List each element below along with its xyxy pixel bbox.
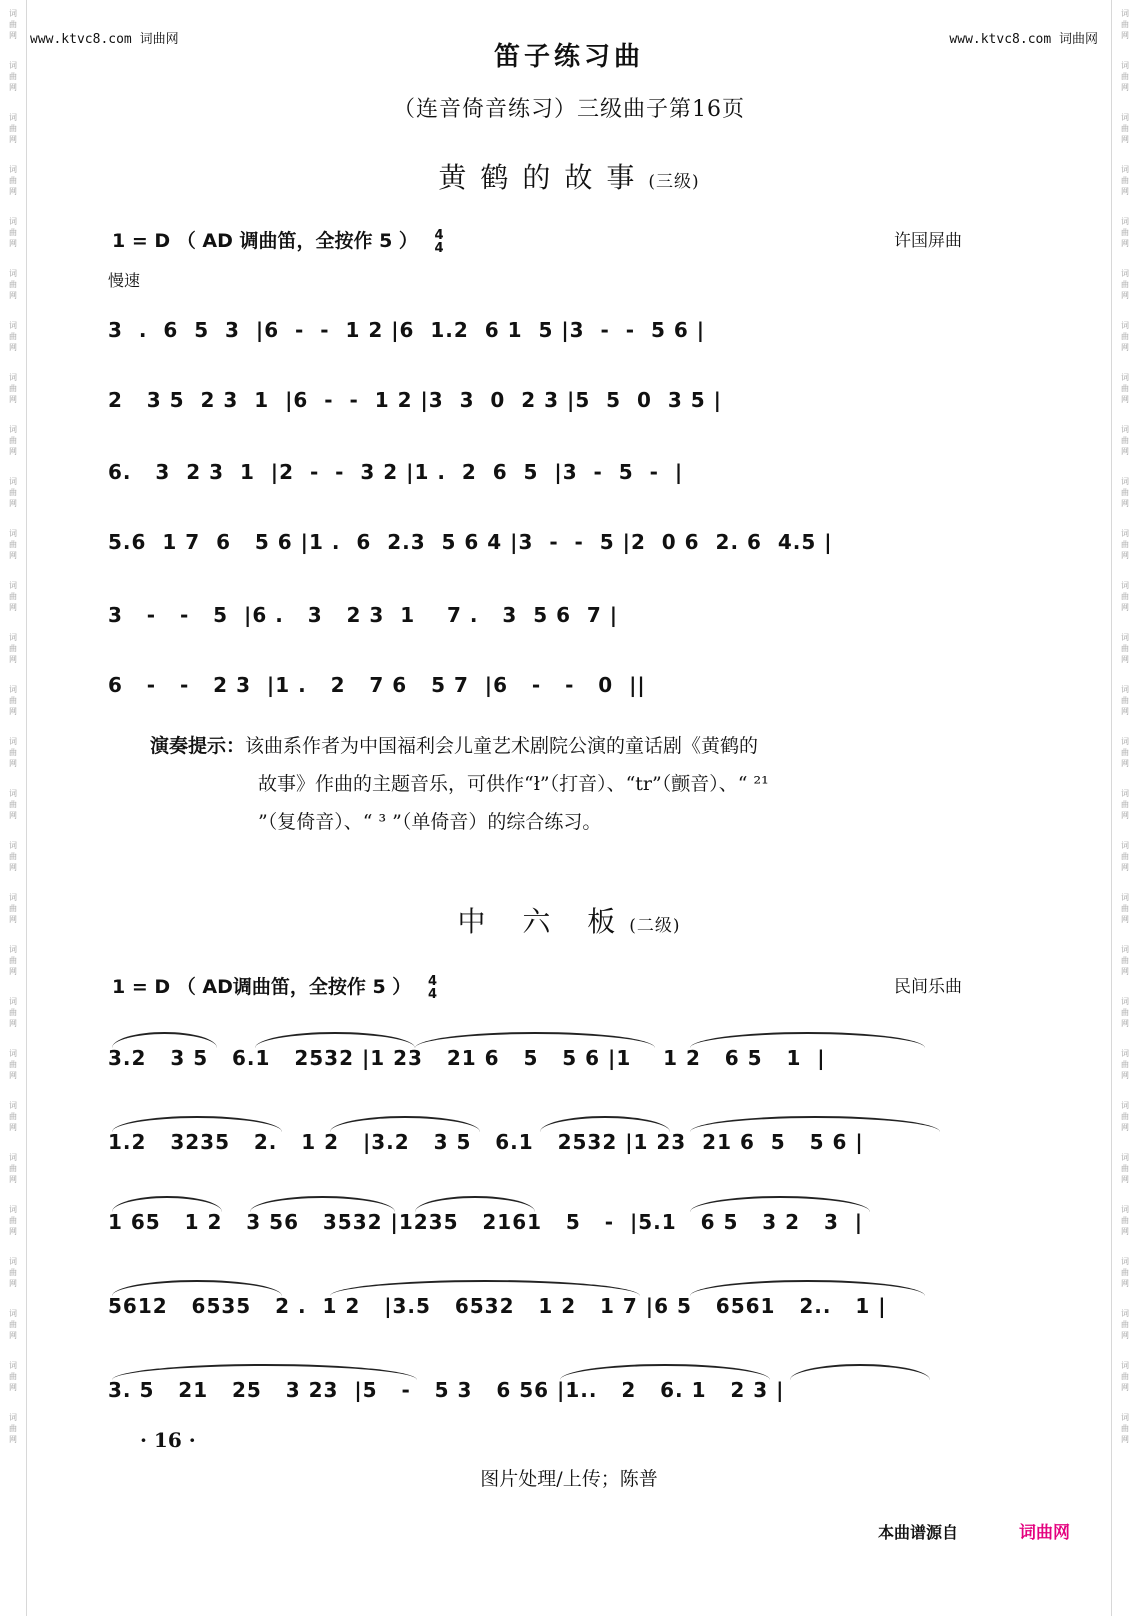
side-watermark-char: 曲 xyxy=(9,1320,17,1329)
side-watermark-mark xyxy=(1121,788,1129,821)
side-watermark-char: 词 xyxy=(9,1049,17,1058)
side-watermark-char: 曲 xyxy=(1121,1424,1129,1433)
side-watermark-char: 曲 xyxy=(1121,1268,1129,1277)
song-1-row: 5.6 1 7 6 5 6 |1 . 6 2.3 5 6 4 |3 - - 5 |2 0 6 2. 6 4.5 | xyxy=(108,530,833,554)
side-watermark-char: 网 xyxy=(1121,811,1129,820)
side-watermark-char: 网 xyxy=(1121,603,1129,612)
side-watermark-char: 词 xyxy=(1121,269,1129,278)
side-watermark-char: 词 xyxy=(1121,1309,1129,1318)
side-watermark-char: 曲 xyxy=(1121,72,1129,81)
side-watermark-char: 词 xyxy=(1121,9,1129,18)
side-watermark-char: 词 xyxy=(1121,633,1129,642)
side-watermark-char: 曲 xyxy=(9,384,17,393)
side-watermark-char: 词 xyxy=(1121,321,1129,330)
side-watermark-char: 词 xyxy=(9,737,17,746)
side-watermark-mark xyxy=(9,372,17,405)
side-watermark-char: 词 xyxy=(9,9,17,18)
side-watermark-char: 网 xyxy=(9,603,17,612)
side-watermark-char: 曲 xyxy=(1121,1320,1129,1329)
side-watermark-char: 网 xyxy=(9,967,17,976)
side-watermark-char: 网 xyxy=(1121,1227,1129,1236)
side-watermark-mark xyxy=(1121,1048,1129,1081)
song-2-level: (二级) xyxy=(629,916,681,936)
side-watermark-char: 曲 xyxy=(1121,956,1129,965)
side-watermark-char: 网 xyxy=(1121,1123,1129,1132)
side-watermark-char: 词 xyxy=(9,321,17,330)
side-watermark-mark xyxy=(9,1152,17,1185)
side-watermark-char: 网 xyxy=(1121,967,1129,976)
song-1-row: 3 - - 5 |6 . 3 2 3 1 7 . 3 5 6 7 | xyxy=(108,603,619,627)
side-watermark-char: 网 xyxy=(1121,1175,1129,1184)
side-watermark-char: 词 xyxy=(9,1361,17,1370)
side-watermark-char: 网 xyxy=(9,1071,17,1080)
side-watermark-char: 曲 xyxy=(1121,1164,1129,1173)
side-watermark-mark xyxy=(9,1360,17,1393)
side-watermark-char: 曲 xyxy=(9,280,17,289)
side-watermark-char: 曲 xyxy=(1121,1060,1129,1069)
side-watermark-char: 词 xyxy=(9,425,17,434)
side-watermark-char: 词 xyxy=(1121,841,1129,850)
side-watermark-char: 曲 xyxy=(1121,748,1129,757)
side-watermark-mark xyxy=(1121,476,1129,509)
side-watermark-char: 网 xyxy=(1121,759,1129,768)
side-watermark-char: 曲 xyxy=(9,592,17,601)
upload-credit: 图片处理/上传；陈普 xyxy=(480,1468,658,1490)
page-subtitle: （连音倚音练习）三级曲子第16页 xyxy=(393,97,745,122)
performance-tips-body xyxy=(150,727,770,841)
side-watermark-char: 词 xyxy=(9,945,17,954)
side-watermark-char: 词 xyxy=(1121,529,1129,538)
side-watermark-char: 词 xyxy=(9,477,17,486)
side-watermark-mark xyxy=(9,684,17,717)
side-watermark-char: 词 xyxy=(9,1205,17,1214)
side-watermark-mark xyxy=(1121,1100,1129,1133)
side-watermark-char: 曲 xyxy=(1121,1112,1129,1121)
side-watermark-char: 网 xyxy=(1121,31,1129,40)
side-watermark-mark xyxy=(1121,268,1129,301)
side-watermark-mark xyxy=(9,1100,17,1133)
side-watermark-char: 曲 xyxy=(9,1268,17,1277)
side-watermark-char: 网 xyxy=(1121,655,1129,664)
side-watermark-char: 网 xyxy=(9,915,17,924)
side-watermark-mark xyxy=(1121,580,1129,613)
side-watermark-char: 曲 xyxy=(1121,20,1129,29)
song-1-row: 3 . 6 5 3 |6 - - 1 2 |6 1.2 6 1 5 |3 - - 5 6 | xyxy=(108,318,706,342)
side-watermark-char: 曲 xyxy=(1121,904,1129,913)
side-watermark-char: 曲 xyxy=(9,800,17,809)
side-watermark-char: 网 xyxy=(9,1227,17,1236)
side-watermark-char: 词 xyxy=(9,581,17,590)
side-watermark-char: 网 xyxy=(1121,1331,1129,1340)
side-watermark-char: 曲 xyxy=(1121,436,1129,445)
side-watermark-char: 词 xyxy=(1121,997,1129,1006)
side-watermark-char: 词 xyxy=(9,1153,17,1162)
side-watermark-char: 词 xyxy=(9,1309,17,1318)
side-watermark-char: 网 xyxy=(9,1331,17,1340)
side-watermark-char: 曲 xyxy=(9,72,17,81)
song-1-row: 6. 3 2 3 1 |2 - - 3 2 |1 . 2 6 5 |3 - 5 - | xyxy=(108,460,684,484)
side-watermark-mark xyxy=(1121,1256,1129,1289)
song-2-meter-top: 4 xyxy=(427,973,437,989)
song-2-key-text: 1 = D （ AD调曲笛，全按作 5 ） xyxy=(112,976,412,998)
side-watermark-char: 网 xyxy=(9,1123,17,1132)
side-watermark-mark xyxy=(1121,1412,1129,1445)
side-watermark-char: 网 xyxy=(1121,187,1129,196)
side-watermark-char: 网 xyxy=(1121,291,1129,300)
side-watermark-mark xyxy=(1121,1360,1129,1393)
side-watermark-char: 曲 xyxy=(9,1424,17,1433)
song-1-composer: 许国屏曲 xyxy=(894,231,962,251)
side-watermark-mark xyxy=(9,320,17,353)
side-watermark-char: 词 xyxy=(9,633,17,642)
side-watermark-char: 曲 xyxy=(9,852,17,861)
side-watermark-char: 网 xyxy=(9,83,17,92)
song-1-row: 2 3 5 2 3 1 |6 - - 1 2 |3 3 0 2 3 |5 5 0 3 5 | xyxy=(108,388,722,412)
side-watermark-char: 网 xyxy=(9,1019,17,1028)
side-watermark-char: 网 xyxy=(9,655,17,664)
side-watermark-mark xyxy=(1121,1204,1129,1237)
side-watermark-char: 词 xyxy=(9,841,17,850)
left-watermark-strip xyxy=(0,0,27,1616)
side-watermark-char: 词 xyxy=(1121,893,1129,902)
side-watermark-char: 网 xyxy=(9,551,17,560)
side-watermark-char: 网 xyxy=(9,863,17,872)
side-watermark-mark xyxy=(1121,840,1129,873)
side-watermark-char: 词 xyxy=(1121,113,1129,122)
song-1-title-text: 黄鹤的故事 xyxy=(438,161,649,194)
side-watermark-char: 词 xyxy=(1121,1101,1129,1110)
side-watermark-char: 词 xyxy=(9,1101,17,1110)
side-watermark-char: 曲 xyxy=(9,1060,17,1069)
side-watermark-char: 网 xyxy=(1121,1279,1129,1288)
side-watermark-mark xyxy=(1121,1308,1129,1341)
site-watermark-left: www.ktvc8.com 词曲网 xyxy=(30,32,179,47)
side-watermark-char: 词 xyxy=(1121,165,1129,174)
side-watermark-char: 曲 xyxy=(1121,280,1129,289)
song-1-meter-bottom: 4 xyxy=(434,240,444,256)
side-watermark-char: 网 xyxy=(9,759,17,768)
side-watermark-char: 网 xyxy=(9,135,17,144)
side-watermark-char: 词 xyxy=(1121,685,1129,694)
side-watermark-char: 词 xyxy=(1121,217,1129,226)
song-2-title xyxy=(0,900,1138,940)
song-2-title-text: 中 六 板 xyxy=(457,905,630,938)
side-watermark-char: 词 xyxy=(1121,61,1129,70)
source-site-link[interactable]: 词曲网 xyxy=(1019,1523,1070,1543)
side-watermark-char: 网 xyxy=(9,1279,17,1288)
side-watermark-char: 词 xyxy=(1121,1049,1129,1058)
song-1-tempo: 慢速 xyxy=(108,271,141,290)
side-watermark-char: 曲 xyxy=(1121,644,1129,653)
performance-tips-text: 该曲系作者为中国福利会儿童艺术剧院公演的童话剧《黄鹤的故事》作曲的主题音乐，可供作“ł”（打音）、“tr”（颤音）、“ ²¹ ”（复倚音）、“ ³ ”（单倚音）的综合练习。 xyxy=(245,735,769,833)
side-watermark-char: 网 xyxy=(9,187,17,196)
page-title: 笛子练习曲 xyxy=(493,42,644,72)
song-1-meter xyxy=(435,229,444,255)
side-watermark-mark xyxy=(9,528,17,561)
side-watermark-char: 曲 xyxy=(9,332,17,341)
side-watermark-char: 词 xyxy=(1121,1361,1129,1370)
song-1-title xyxy=(0,156,1138,196)
song-2-key xyxy=(112,972,437,1001)
side-watermark-char: 网 xyxy=(1121,1071,1129,1080)
side-watermark-char: 曲 xyxy=(9,1372,17,1381)
side-watermark-mark xyxy=(1121,944,1129,977)
performance-tips xyxy=(150,727,770,841)
side-watermark-char: 曲 xyxy=(1121,1372,1129,1381)
side-watermark-char: 曲 xyxy=(9,228,17,237)
song-2-row: 5612 6535 2 . 1 2 |3.5 6532 1 2 1 7 |6 5 6561 2.. 1 | xyxy=(108,1294,887,1318)
side-watermark-char: 词 xyxy=(1121,425,1129,434)
side-watermark-char: 网 xyxy=(9,343,17,352)
side-watermark-char: 曲 xyxy=(1121,800,1129,809)
side-watermark-mark xyxy=(1121,216,1129,249)
right-watermark-strip xyxy=(1111,0,1138,1616)
song-1-key-text: 1 = D （ AD 调曲笛，全按作 5 ） xyxy=(112,230,418,252)
side-watermark-char: 网 xyxy=(9,707,17,716)
side-watermark-char: 网 xyxy=(9,1175,17,1184)
song-1-meter-top: 4 xyxy=(434,227,444,243)
side-watermark-char: 词 xyxy=(1121,737,1129,746)
side-watermark-char: 曲 xyxy=(1121,852,1129,861)
side-watermark-char: 网 xyxy=(1121,395,1129,404)
song-1-key xyxy=(112,226,444,255)
side-watermark-char: 曲 xyxy=(1121,592,1129,601)
side-watermark-char: 曲 xyxy=(9,1112,17,1121)
side-watermark-char: 曲 xyxy=(9,176,17,185)
side-watermark-char: 网 xyxy=(1121,135,1129,144)
side-watermark-mark xyxy=(9,788,17,821)
side-watermark-char: 网 xyxy=(1121,707,1129,716)
side-watermark-char: 网 xyxy=(1121,499,1129,508)
side-watermark-char: 词 xyxy=(1121,1153,1129,1162)
side-watermark-char: 曲 xyxy=(1121,124,1129,133)
side-watermark-mark xyxy=(1121,736,1129,769)
side-watermark-char: 网 xyxy=(1121,343,1129,352)
side-watermark-char: 曲 xyxy=(1121,540,1129,549)
side-watermark-char: 曲 xyxy=(9,644,17,653)
side-watermark-mark xyxy=(1121,424,1129,457)
side-watermark-char: 网 xyxy=(1121,863,1129,872)
song-1-level: (三级) xyxy=(648,172,700,192)
side-watermark-mark xyxy=(9,840,17,873)
side-watermark-mark xyxy=(9,424,17,457)
side-watermark-char: 网 xyxy=(1121,915,1129,924)
song-2-meter xyxy=(428,975,437,1001)
side-watermark-char: 词 xyxy=(9,789,17,798)
side-watermark-char: 词 xyxy=(1121,789,1129,798)
side-watermark-mark xyxy=(9,1308,17,1341)
side-watermark-char: 曲 xyxy=(9,20,17,29)
side-watermark-char: 词 xyxy=(9,1413,17,1422)
source-label: 本曲谱源自 xyxy=(877,1523,958,1542)
side-watermark-char: 曲 xyxy=(9,124,17,133)
side-watermark-char: 词 xyxy=(9,61,17,70)
side-watermark-char: 曲 xyxy=(1121,228,1129,237)
side-watermark-char: 曲 xyxy=(1121,384,1129,393)
song-1-row: 6 - - 2 3 |1 . 2 7 6 5 7 |6 - - 0 || xyxy=(108,673,646,697)
song-2-row: 3.2 3 5 6.1 2532 |1 23 21 6 5 5 6 |1 1 2 6 5 1 | xyxy=(108,1046,826,1070)
side-watermark-char: 曲 xyxy=(1121,332,1129,341)
side-watermark-mark xyxy=(1121,320,1129,353)
side-watermark-char: 词 xyxy=(9,997,17,1006)
side-watermark-char: 网 xyxy=(1121,83,1129,92)
side-watermark-mark xyxy=(9,996,17,1029)
side-watermark-char: 曲 xyxy=(9,1008,17,1017)
side-watermark-char: 词 xyxy=(1121,477,1129,486)
side-watermark-char: 网 xyxy=(9,499,17,508)
side-watermark-mark xyxy=(9,216,17,249)
side-watermark-char: 曲 xyxy=(1121,488,1129,497)
song-2-row: 1 65 1 2 3 56 3532 |1235 2161 5 - |5.1 6 5 3 2 3 | xyxy=(108,1210,864,1234)
side-watermark-char: 曲 xyxy=(1121,176,1129,185)
side-watermark-char: 词 xyxy=(1121,373,1129,382)
side-watermark-mark xyxy=(1121,528,1129,561)
song-2-meter-bottom: 4 xyxy=(427,986,437,1002)
song-2-row: 3. 5 21 25 3 23 |5 - 5 3 6 56 |1.. 2 6. 1 2 3 | xyxy=(108,1378,785,1402)
side-watermark-mark xyxy=(9,1256,17,1289)
side-watermark-char: 曲 xyxy=(9,488,17,497)
song-2-row: 1.2 3235 2. 1 2 |3.2 3 5 6.1 2532 |1 23 21 6 5 5 6 | xyxy=(108,1130,864,1154)
site-watermark-right: www.ktvc8.com 词曲网 xyxy=(949,32,1098,47)
side-watermark-char: 网 xyxy=(9,395,17,404)
side-watermark-char: 词 xyxy=(1121,1205,1129,1214)
side-watermark-char: 词 xyxy=(9,217,17,226)
side-watermark-char: 网 xyxy=(9,811,17,820)
side-watermark-char: 曲 xyxy=(9,1216,17,1225)
side-watermark-char: 曲 xyxy=(1121,696,1129,705)
side-watermark-char: 曲 xyxy=(9,436,17,445)
side-watermark-char: 网 xyxy=(1121,1383,1129,1392)
side-watermark-char: 词 xyxy=(9,893,17,902)
side-watermark-char: 词 xyxy=(9,269,17,278)
side-watermark-mark xyxy=(1121,996,1129,1029)
side-watermark-char: 网 xyxy=(9,291,17,300)
side-watermark-char: 词 xyxy=(1121,945,1129,954)
side-watermark-mark xyxy=(9,1204,17,1237)
side-watermark-char: 词 xyxy=(1121,1257,1129,1266)
side-watermark-mark xyxy=(1121,632,1129,665)
side-watermark-mark xyxy=(9,580,17,613)
side-watermark-char: 网 xyxy=(1121,551,1129,560)
side-watermark-char: 网 xyxy=(9,1383,17,1392)
side-watermark-char: 曲 xyxy=(9,540,17,549)
side-watermark-mark xyxy=(9,632,17,665)
side-watermark-char: 曲 xyxy=(9,696,17,705)
side-watermark-mark xyxy=(9,476,17,509)
side-watermark-char: 曲 xyxy=(9,1164,17,1173)
side-watermark-mark xyxy=(1121,684,1129,717)
side-watermark-char: 网 xyxy=(1121,447,1129,456)
side-watermark-char: 网 xyxy=(9,447,17,456)
side-watermark-char: 曲 xyxy=(1121,1008,1129,1017)
side-watermark-char: 网 xyxy=(1121,1435,1129,1444)
side-watermark-char: 词 xyxy=(9,113,17,122)
side-watermark-char: 词 xyxy=(1121,1413,1129,1422)
side-watermark-char: 网 xyxy=(9,1435,17,1444)
side-watermark-mark xyxy=(9,1048,17,1081)
side-watermark-char: 网 xyxy=(1121,1019,1129,1028)
side-watermark-char: 曲 xyxy=(1121,1216,1129,1225)
side-watermark-mark xyxy=(9,268,17,301)
song-2-composer: 民间乐曲 xyxy=(894,977,962,997)
side-watermark-char: 曲 xyxy=(9,956,17,965)
side-watermark-char: 曲 xyxy=(9,904,17,913)
side-watermark-char: 词 xyxy=(9,685,17,694)
side-watermark-mark xyxy=(9,1412,17,1445)
side-watermark-char: 曲 xyxy=(9,748,17,757)
side-watermark-mark xyxy=(1121,372,1129,405)
side-watermark-mark xyxy=(1121,1152,1129,1185)
page-number: · 16 · xyxy=(140,1428,196,1452)
side-watermark-mark xyxy=(9,944,17,977)
side-watermark-char: 词 xyxy=(9,373,17,382)
performance-tips-label: 演奏提示： xyxy=(150,735,246,757)
side-watermark-char: 词 xyxy=(9,1257,17,1266)
side-watermark-char: 词 xyxy=(9,165,17,174)
side-watermark-char: 词 xyxy=(9,529,17,538)
side-watermark-char: 网 xyxy=(9,239,17,248)
side-watermark-char: 网 xyxy=(9,31,17,40)
side-watermark-char: 网 xyxy=(1121,239,1129,248)
side-watermark-char: 词 xyxy=(1121,581,1129,590)
side-watermark-mark xyxy=(9,736,17,769)
